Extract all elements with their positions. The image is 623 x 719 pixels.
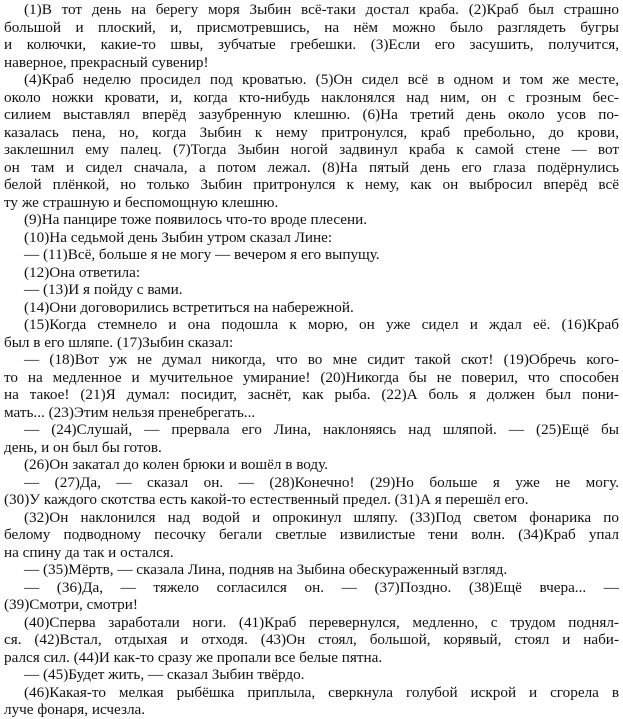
text-line: (15)Когда стемнело и она подошла к морю, он уже сидел и ждал её. (16)Краб xyxy=(24,316,619,333)
text-line: — (45)Будет жить, — сказал Зыбин твёрдо. xyxy=(24,666,305,683)
text-line: (46)Какая-то мелкая рыбёшка приплыла, сверкнула голубой искрой и сгорела в xyxy=(24,683,619,701)
text-line: — (24)Слушай, — прервала его Лина, наклоняясь над шляпой. — (25)Ещё бы xyxy=(24,421,619,438)
text-line: ту же страшную и беспомощную клешню. xyxy=(4,193,279,211)
text-line: рался сил. (44)И как-то сразу же пропали все белые пятна. xyxy=(4,648,383,666)
text-line: (30)У каждого скотства есть какой-то естественный предел. (31)А я перешёл его. xyxy=(4,491,529,508)
text-line: заклешнил ему палец. (7)Тогда Зыбин ногой задвинул краба к самой стене — вот xyxy=(4,141,619,158)
text-line: — (36)Да, — тяжело согласился он. — (37)Поздно. (38)Ещё вчера... — xyxy=(24,578,619,596)
paragraph xyxy=(4,299,619,317)
text-line: был в его шляпе. (17)Зыбин сказал: xyxy=(4,333,234,351)
paragraph xyxy=(4,614,619,667)
text-line: большой и плоский, и, присмотревшись, на нём можно было разглядеть бугры xyxy=(4,18,619,36)
paragraph xyxy=(4,246,619,264)
paragraph xyxy=(4,281,619,299)
text-line: (1)В тот день на берегу моря Зыбин всё-таки достал краба. (2)Краб был страшно xyxy=(24,1,619,18)
text-line: то на медленное и мучительное умирание! (20)Никогда бы не поверил, что способен xyxy=(4,368,619,386)
text-line: (26)Он закатал до колен брюки и вошёл в воду. xyxy=(24,456,329,473)
text-line: он там и сидел сначала, а потом лежал. (8)На пятый день его глаза подёрнулись xyxy=(4,158,619,176)
paragraph xyxy=(4,666,619,684)
paragraph xyxy=(4,509,619,562)
text-line: белому подводному песочку бегали светлые извилистые тени волн. (34)Краб упал xyxy=(4,526,619,543)
text-line: (9)На панцире тоже появилось что-то вроде плесени. xyxy=(24,211,368,228)
text-line: (40)Сперва заработали ноги. (41)Краб перевернулся, медленно, с трудом поднял- xyxy=(24,613,619,631)
paragraph xyxy=(4,1,619,71)
text-line: (14)Они договорились встретиться на набережной. xyxy=(24,298,354,316)
paragraph xyxy=(4,561,619,579)
text-line: (4)Краб неделю просидел под кроватью. (5)Он сидел всё в одном и том же месте, xyxy=(24,71,619,88)
text-line: — (11)Всё, больше я не могу — вечером я его выпущу. xyxy=(24,246,380,263)
paragraph xyxy=(4,316,619,351)
text-line: на спину да так и остался. xyxy=(4,543,174,561)
text-line: луче фонаря, исчезла. xyxy=(4,701,146,718)
text-line: около ножки кровати, и, когда кто-нибудь наклонялся над ним, он с грозным бес- xyxy=(4,88,619,106)
paragraph xyxy=(4,421,619,456)
paragraph xyxy=(4,684,619,719)
paragraph xyxy=(4,456,619,474)
text-line: мать... (23)Этим нельзя пренебрегать... xyxy=(4,403,256,421)
text-line: день, и он был бы готов. xyxy=(4,438,162,456)
text-line: силием выставлял вперёд зазубренную клешню. (6)На третий день около усов по- xyxy=(4,106,619,123)
paragraph xyxy=(4,71,619,211)
paragraph xyxy=(4,579,619,614)
paragraph xyxy=(4,351,619,421)
text-line: и колючки, какие-то швы, зубчатые гребешки. (3)Если его засушить, получится, xyxy=(4,36,619,53)
text-line: — (13)И я пойду с вами. xyxy=(24,281,183,298)
text-line: наверное, прекрасный сувенир! xyxy=(4,53,209,71)
text-line: (10)На седьмой день Зыбин утром сказал Лине: xyxy=(24,228,333,246)
text-line: — (18)Вот уж не думал никогда, что во мне сидит такой скот! (19)Обречь кого- xyxy=(24,351,619,368)
paragraph xyxy=(4,264,619,282)
text-line: на такое! (21)Я думал: посидит, заснёт, как рыба. (22)А боль я должен был пони- xyxy=(4,386,619,403)
paragraph xyxy=(4,229,619,247)
text-line: (32)Он наклонился над водой и опрокинул шляпу. (33)Под светом фонарика по xyxy=(24,508,619,526)
text-line: казалась пена, но, когда Зыбин к нему притронулся, краб пребольно, до крови, xyxy=(4,123,619,141)
text-line: (39)Смотри, смотри! xyxy=(4,596,138,613)
paragraph xyxy=(4,474,619,509)
text-line: ся. (42)Встал, отдыхая и отходя. (43)Он стоял, большой, корявый, стоял и наби- xyxy=(4,631,619,648)
text-line: — (27)Да, — сказал он. — (28)Конечно! (29)Но больше я уже не могу. xyxy=(24,473,619,491)
text-line: — (35)Мёртв, — сказала Лина, подняв на Зыбина обескураженный взгляд. xyxy=(24,561,508,578)
paragraph xyxy=(4,211,619,229)
text-line: (12)Она ответила: xyxy=(24,263,141,281)
text-line: белой плёнкой, но только Зыбин притронулся к нему, как он выбросил вперёд всё xyxy=(4,176,619,193)
